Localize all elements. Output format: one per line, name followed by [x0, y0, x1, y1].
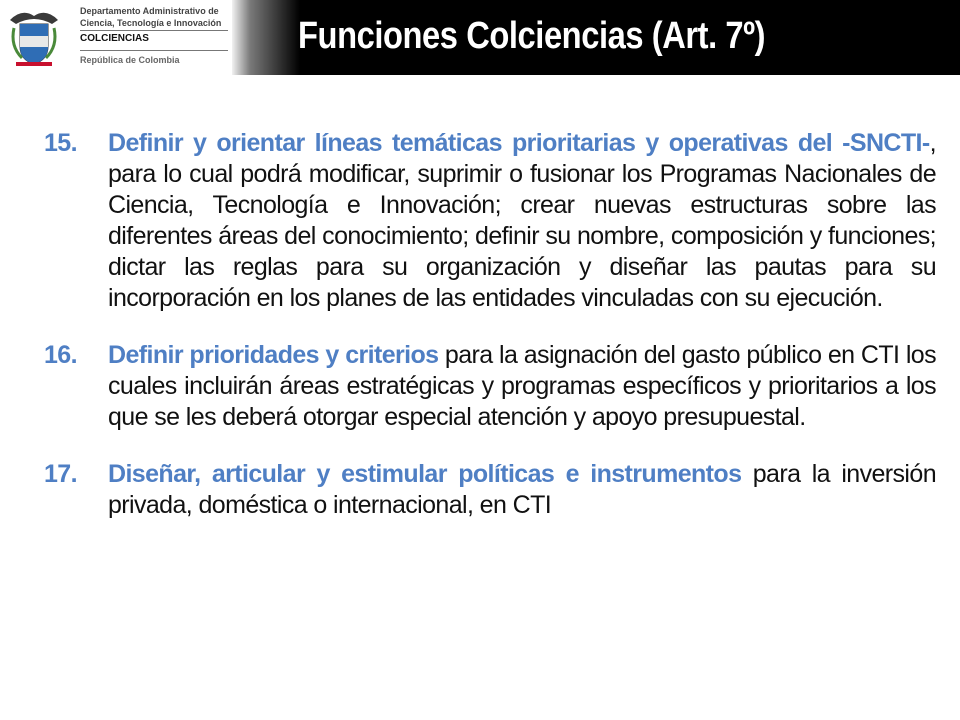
logo-divider — [80, 50, 228, 51]
item-highlight: Definir prioridades y criterios — [108, 341, 439, 369]
logo-block — [0, 0, 232, 75]
list-item — [44, 459, 936, 521]
item-number: 17. — [44, 460, 77, 488]
item-text: para la inversión privada, doméstica o internacional, en CTI — [108, 460, 936, 519]
functions-list — [44, 128, 936, 547]
list-item — [44, 128, 936, 314]
item-number: 15. — [44, 129, 77, 157]
header-bar — [0, 0, 960, 75]
coat-of-arms-icon — [6, 6, 62, 68]
item-highlight: Definir y orientar líneas temáticas prioritarias y operativas del -SNCTI- — [108, 129, 930, 157]
list-item — [44, 340, 936, 433]
logo-text-line-2: Ciencia, Tecnología e Innovación — [80, 18, 222, 28]
logo-divider — [80, 30, 228, 31]
item-text: para la asignación del gasto público en CTI los cuales incluirán áreas estratégicas y programas específicos y prioritarios a los que se les deberá otorgar especial atención y apoyo presupuestal. — [108, 341, 936, 431]
page-title: Funciones Colciencias (Art. 7º) — [298, 15, 766, 57]
logo-text-line-3: COLCIENCIAS — [80, 33, 149, 44]
item-text: , para lo cual podrá modificar, suprimir o fusionar los Programas Nacionales de Ciencia, Tecnología e Innovación; crear nuevas estructuras sobre las diferentes áreas del conocimiento; definir su nombre, composición y funciones; dictar las reglas para su organización y diseñar las pautas para su incorporación en los planes de las entidades vinculadas con su ejecución. — [108, 129, 936, 312]
logo-text-line-1: Departamento Administrativo de — [80, 6, 219, 16]
logo-text-line-4: República de Colombia — [80, 55, 180, 65]
item-highlight: Diseñar, articular y estimular políticas e instrumentos — [108, 460, 742, 488]
item-number: 16. — [44, 341, 77, 369]
